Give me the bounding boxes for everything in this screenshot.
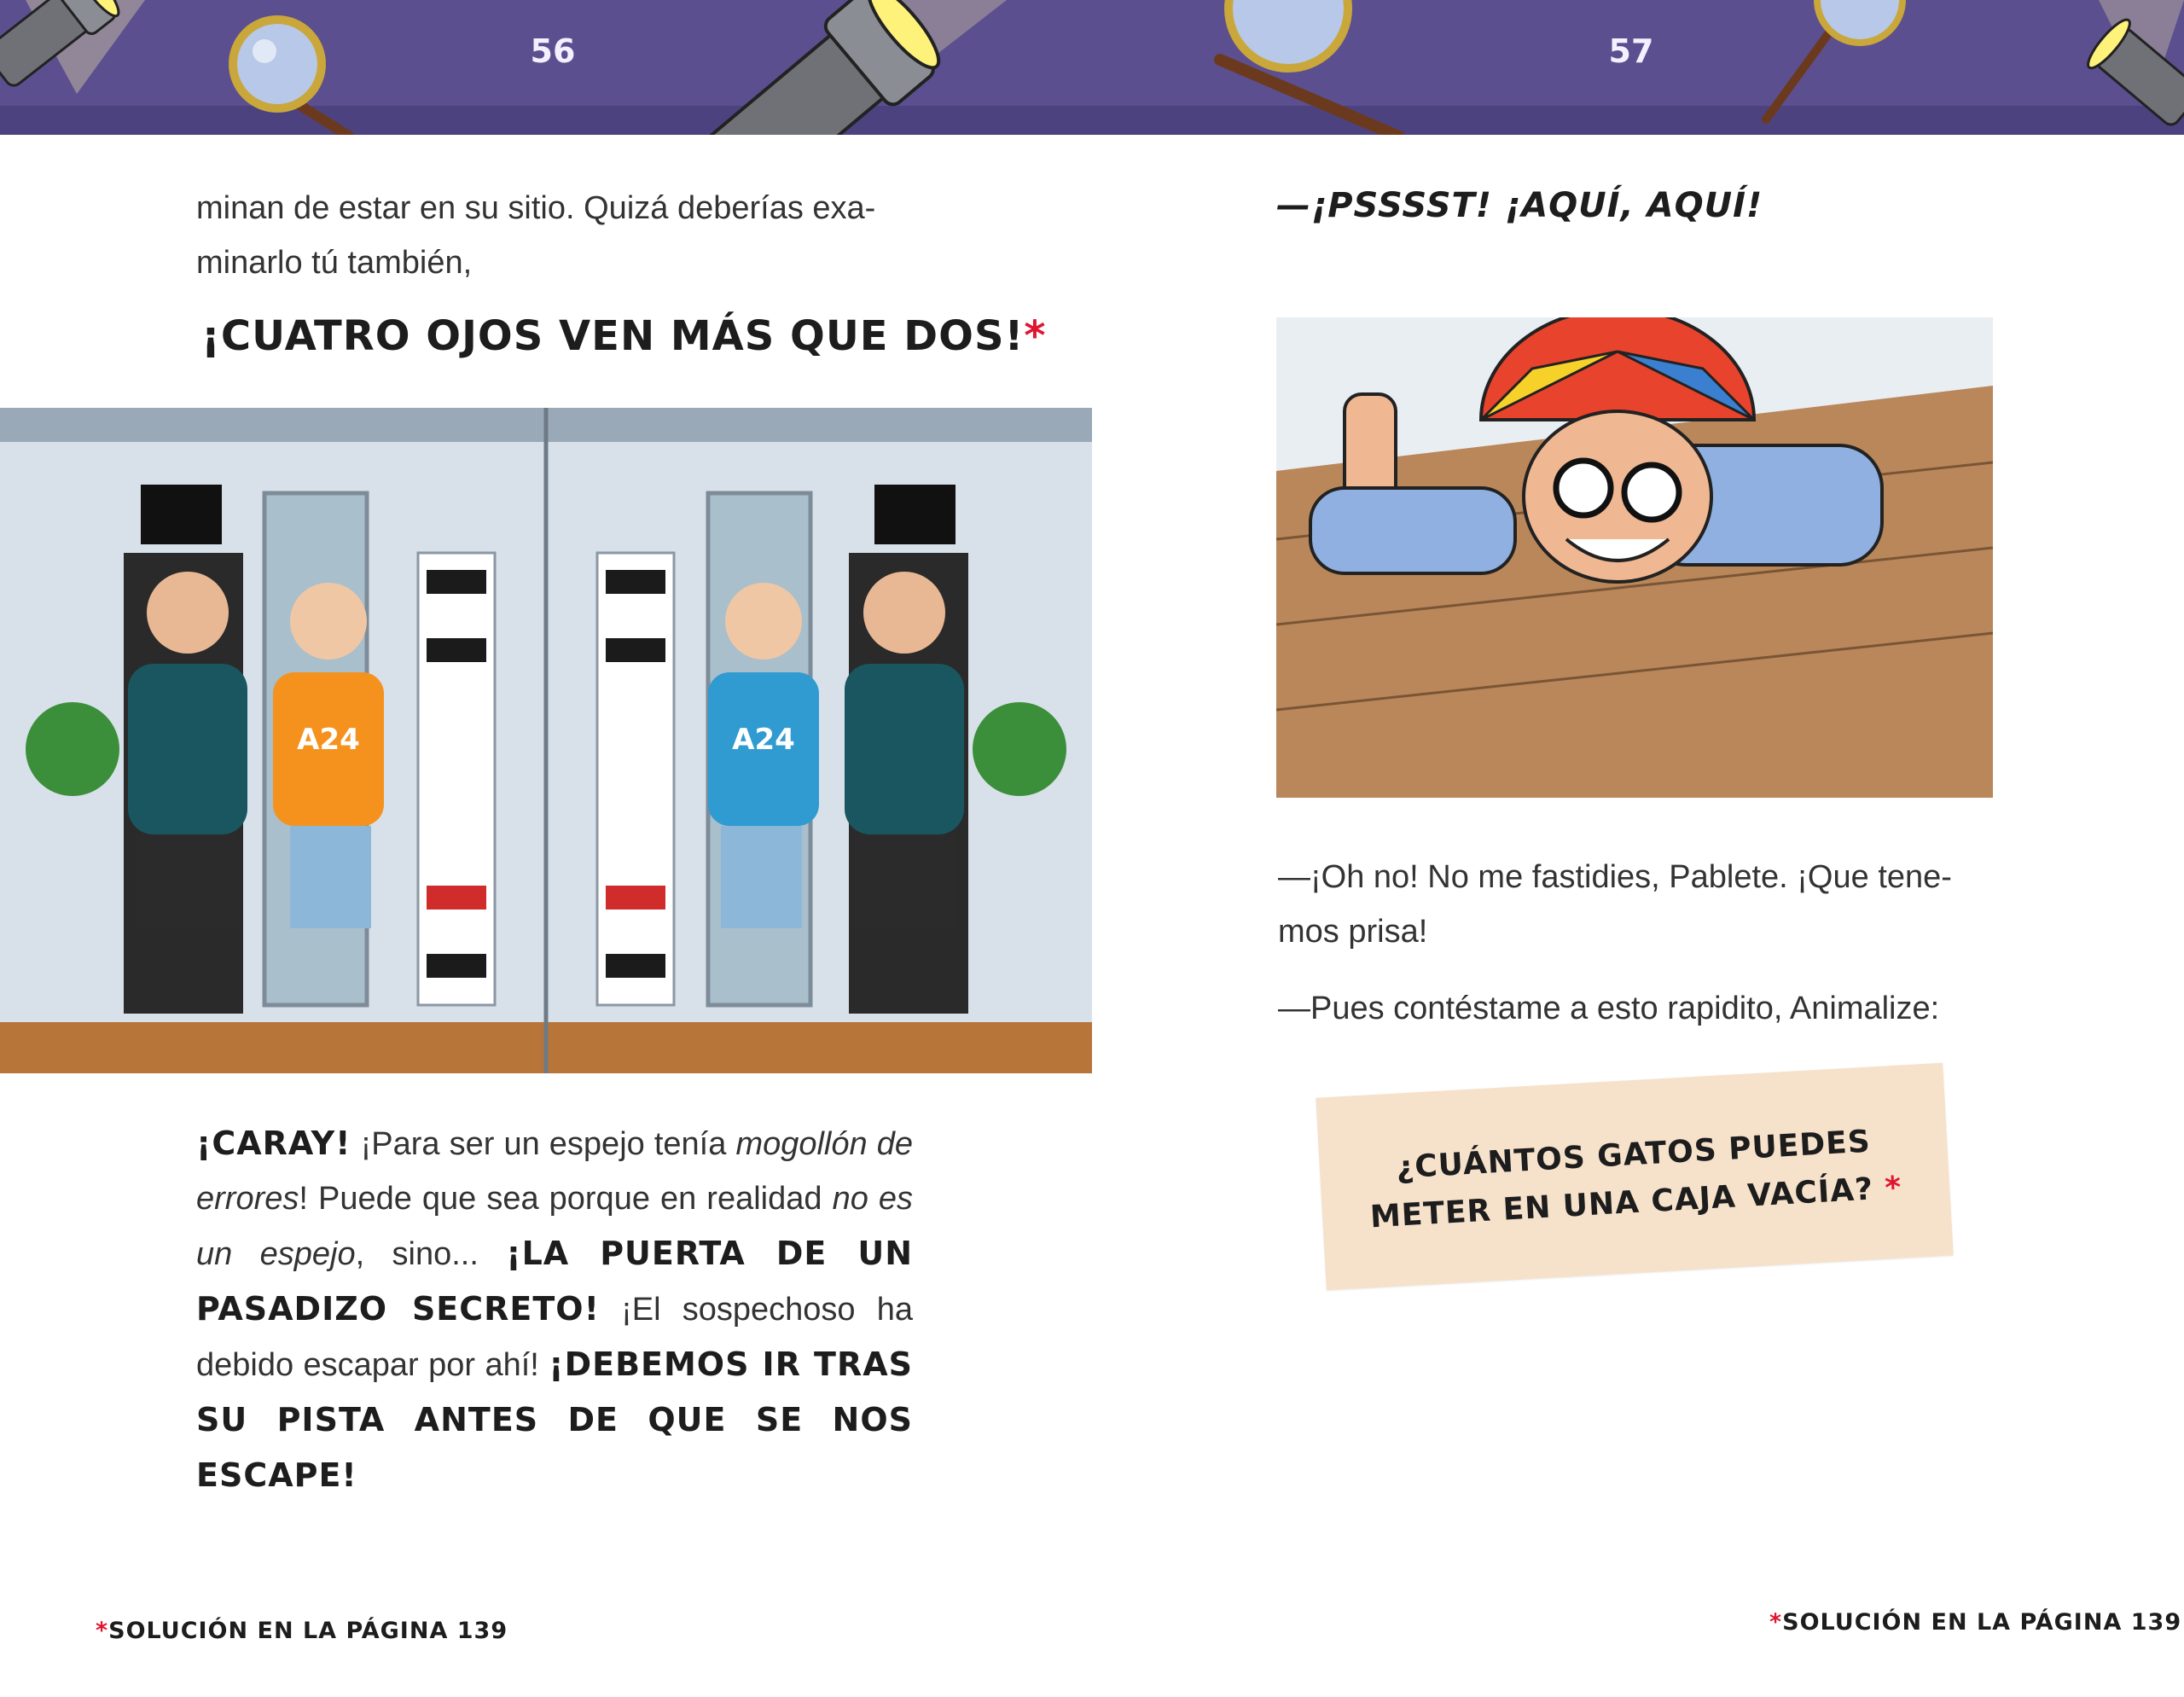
intro-text: [196, 181, 913, 290]
dialogue-line-2: mos prisa!: [1278, 914, 1428, 950]
page-number: 56: [530, 32, 576, 70]
dialogue-line-1: —¡Oh no! No me fastidies, Pablete. ¡Que tene-: [1278, 859, 1952, 895]
page-header: [0, 0, 1092, 135]
dialogue-line-3: —Pues contéstame a esto rapidito, Animalize:: [1278, 991, 1940, 1026]
footnote-text: SOLUCIÓN EN LA PÁGINA 139: [1782, 1609, 2182, 1636]
riddle-line-2: METER EN UNA CAJA VACÍA?: [1368, 1171, 1875, 1235]
footnote-text: SOLUCIÓN EN LA PÁGINA 139: [108, 1618, 508, 1644]
para-italic-2: no es un espejo: [196, 1181, 914, 1272]
riddle-asterisk: *: [1884, 1170, 1903, 1206]
shirt-logo-right: A24: [732, 723, 795, 757]
para-text-1: ¡Para ser un espejo tenía: [351, 1126, 736, 1162]
exclaim-heading: —¡PSSSST! ¡AQUÍ, AQUÍ!: [1276, 186, 1763, 225]
footnote-asterisk: *: [1769, 1609, 1783, 1636]
footnote: [96, 1618, 508, 1644]
headline: [201, 309, 1047, 363]
para-exclaim-3: ¡DEBEMOS IR TRAS SU PISTA ANTES DE QUE SE NOS ESCAPE!: [196, 1345, 913, 1494]
para-exclaim-2: ¡LA PUERTA DE UN PASADIZO SECRETO!: [196, 1235, 913, 1328]
main-paragraph: [196, 1116, 913, 1503]
page-right: [1092, 0, 2184, 1697]
para-text-3: , sino...: [355, 1236, 507, 1272]
intro-line-1: minan de estar en su sitio. Quizá deberías exa-: [196, 190, 876, 226]
para-text-4: ¡El sospechoso ha debido escapar por ahí!: [196, 1292, 913, 1383]
page-header: [1092, 0, 2184, 135]
footnote: [1769, 1609, 2181, 1636]
mirror-illustration: [0, 408, 1092, 1073]
footnote-asterisk: *: [96, 1618, 109, 1644]
para-text-2: ! Puede que sea porque en realidad: [299, 1181, 833, 1217]
riddle-card: [1316, 1063, 1953, 1291]
para-italic-1: mogollón de errores: [196, 1126, 913, 1217]
headline-text: ¡CUATRO OJOS VEN MÁS QUE DOS!: [201, 312, 1025, 360]
riddle-line-1: ¿CUÁNTOS GATOS PUEDES: [1395, 1124, 1872, 1186]
dialogue-block: [1278, 850, 1991, 1036]
para-exclaim-1: ¡CARAY!: [196, 1125, 351, 1162]
page-number: 57: [1608, 32, 1654, 70]
shirt-logo-left: A24: [297, 723, 360, 757]
headline-asterisk: *: [1024, 312, 1047, 360]
character-illustration: [1276, 317, 1993, 798]
riddle-question: [1353, 1116, 1917, 1242]
intro-line-2: minarlo tú también,: [196, 245, 473, 281]
